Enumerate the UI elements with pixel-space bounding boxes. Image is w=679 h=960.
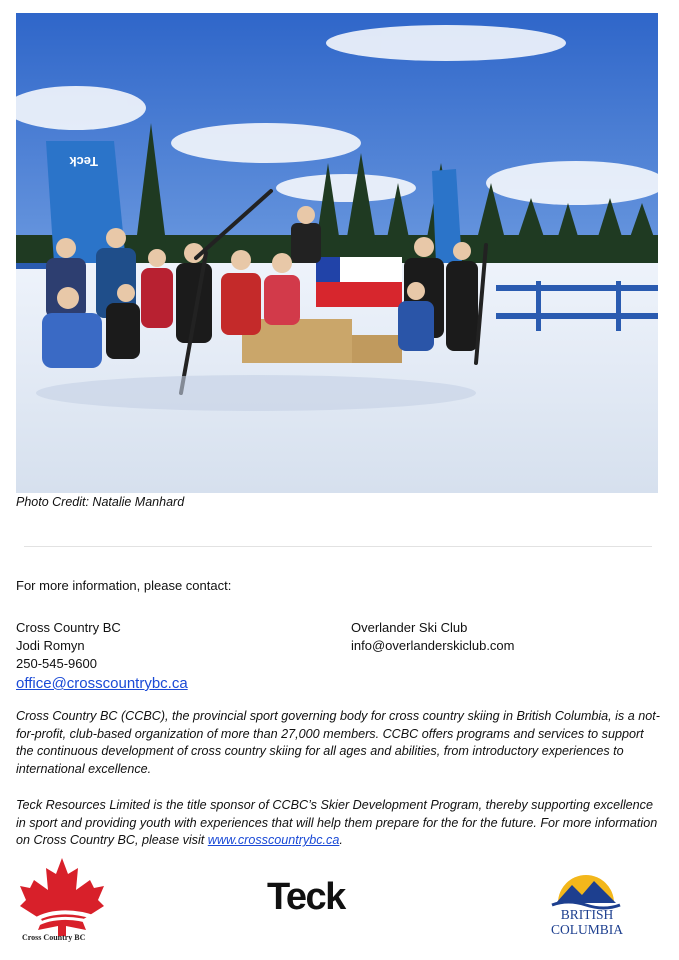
contact-right	[351, 619, 515, 655]
teck-sponsor-text: Teck Resources Limited is the title sponsor of CCBC’s Skier Development Program, thereby supporting excellence in sport and providing youth with experiences that will help them prepare for the for the future. For more information on Cross Country BC, please visit	[16, 798, 658, 848]
contact-left	[16, 619, 188, 695]
team-photo	[16, 13, 658, 493]
contact-phone: 250-545-9600	[16, 656, 97, 671]
bc-logo-text	[538, 907, 636, 937]
contact-email-link[interactable]: office@crosscountrybc.ca	[16, 675, 188, 692]
contact-org: Cross Country BC	[16, 620, 121, 635]
ccbc-description: Cross Country BC (CCBC), the provincial sport governing body for cross country skiing in British Columbia, is a not-for-profit, club-based organization of more than 27,000 members. CCBC offers programs and services to support the continuous development of cross country skiing for all ages and abilities, from introductory experiences to international excellence.	[16, 709, 660, 776]
bc-logo-line1: BRITISH	[560, 907, 614, 922]
divider	[24, 546, 652, 547]
svg-text:Teck: Teck	[69, 154, 98, 169]
ccbc-logo-caption: Cross Country BC	[22, 933, 86, 942]
teck-sponsor-paragraph	[16, 797, 664, 850]
contact-heading: For more information, please contact:	[16, 578, 232, 593]
teck-logo: Teck	[267, 876, 345, 918]
photo-credit: Photo Credit: Natalie Manhard	[16, 495, 185, 509]
team-photo-illustration	[16, 13, 658, 493]
ccbc-website-link[interactable]: www.crosscountrybc.ca	[207, 833, 340, 848]
sentence-end: .	[339, 833, 343, 848]
chile-flag	[316, 257, 402, 307]
contact-name: Jodi Romyn	[16, 638, 85, 653]
contact-email: info@overlanderskiclub.com	[351, 638, 515, 653]
contact-org: Overlander Ski Club	[351, 620, 468, 635]
bc-logo-line2: COLUMBIA	[550, 922, 623, 937]
